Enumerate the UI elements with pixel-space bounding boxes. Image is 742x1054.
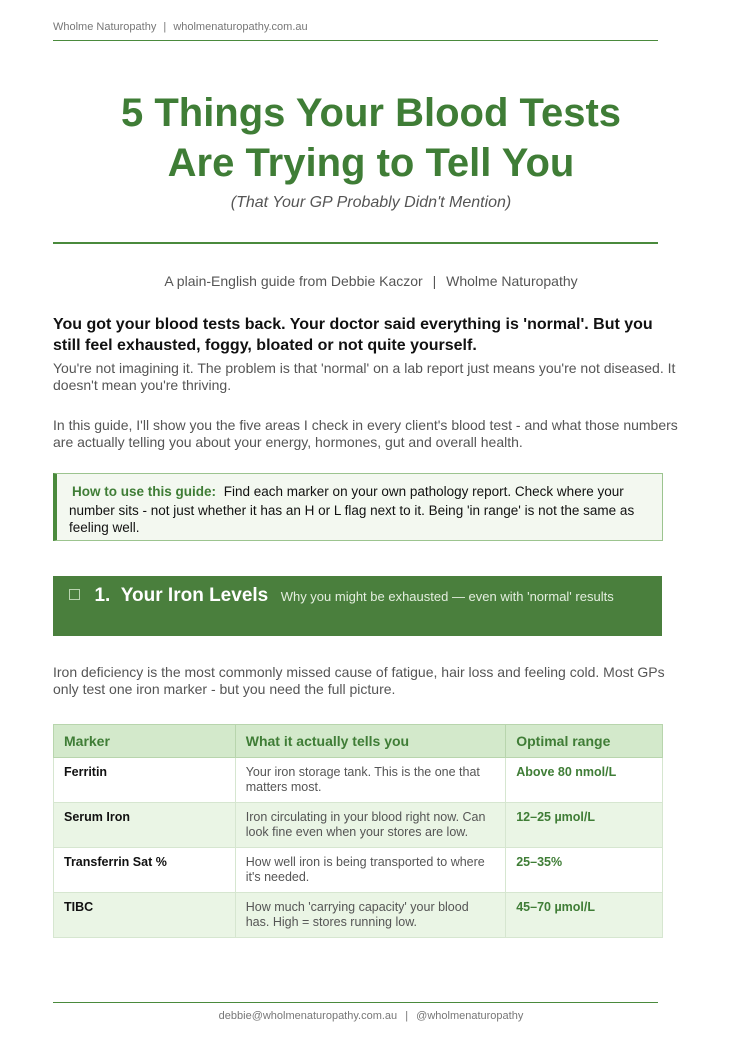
optimal-range: 25–35%: [506, 848, 663, 893]
how-to-use-callout: [53, 473, 663, 541]
page-title: [0, 88, 742, 188]
column-header-range: Optimal range: [506, 725, 663, 758]
footer-separator: |: [405, 1010, 409, 1022]
marker-name: Transferrin Sat %: [54, 848, 236, 893]
footer-email-link[interactable]: debbie@wholmenaturopathy.com.au: [218, 1010, 398, 1022]
title-divider: [53, 242, 658, 244]
marker-meaning: Your iron storage tank. This is the one that matters most.: [235, 758, 505, 803]
section-checkbox-icon: [69, 589, 80, 600]
optimal-range: 12–25 µmol/L: [506, 803, 663, 848]
column-header-meaning: What it actually tells you: [235, 725, 505, 758]
callout-text: Find each marker on your own pathology report. Check where your number sits - not just whether it has an H or L flag next to it. Being 'in range' is not the same as feeling well.: [69, 484, 635, 535]
section-subtitle: Why you might be exhausted — even with 'normal' results: [280, 589, 614, 604]
byline-brand: Wholme Naturopathy: [446, 273, 578, 289]
title-line-1: 5 Things Your Blood Tests: [120, 91, 622, 135]
table-row: [54, 758, 663, 803]
header-separator: |: [163, 21, 167, 33]
iron-markers-table: [53, 724, 663, 938]
table-row: [54, 848, 663, 893]
table-header-row: [54, 725, 663, 758]
marker-name: Ferritin: [54, 758, 236, 803]
intro-paragraph-2: In this guide, I'll show you the five areas I check in every client's blood test - and what those numbers are actually telling you about your energy, hormones, gut and overall health.: [53, 417, 678, 450]
intro-lead: You got your blood tests back. Your doctor said everything is 'normal'. But you still feel exhausted, foggy, bloated or not quite yourself.: [53, 316, 653, 354]
column-header-marker: Marker: [54, 725, 236, 758]
section-intro: Iron deficiency is the most commonly missed cause of fatigue, hair loss and feeling cold. Most GPs only test one iron marker - but you need the full picture.: [53, 664, 665, 697]
page-subtitle: (That Your GP Probably Didn't Mention): [230, 194, 512, 211]
marker-meaning: Iron circulating in your blood right now. Can look fine even when your stores are low.: [235, 803, 505, 848]
marker-meaning: How well iron is being transported to where it's needed.: [235, 848, 505, 893]
header-divider: [53, 40, 658, 41]
footer-social-link[interactable]: @wholmenaturopathy: [416, 1010, 524, 1022]
title-line-2: Are Trying to Tell You: [167, 141, 575, 185]
header-brand: Wholme Naturopathy: [53, 21, 157, 33]
section-number: 1.: [94, 585, 111, 606]
header-site-link[interactable]: wholmenaturopathy.com.au: [173, 21, 308, 33]
marker-meaning: How much 'carrying capacity' your blood has. High = stores running low.: [235, 893, 505, 938]
table-row: [54, 893, 663, 938]
table-row: [54, 803, 663, 848]
page-footer: [0, 1010, 742, 1022]
byline-text: A plain-English guide from Debbie Kaczor: [164, 273, 423, 289]
section-title: Your Iron Levels: [120, 585, 269, 606]
optimal-range: 45–70 µmol/L: [506, 893, 663, 938]
optimal-range: Above 80 nmol/L: [506, 758, 663, 803]
section-header-iron: [53, 576, 662, 636]
byline: [0, 273, 742, 289]
callout-label: How to use this guide:: [72, 484, 216, 499]
marker-name: TIBC: [54, 893, 236, 938]
page-header: [53, 21, 658, 33]
intro-paragraph-1: You're not imagining it. The problem is that 'normal' on a lab report just means you're not diseased. It doesn't mean you're thriving.: [53, 360, 676, 393]
byline-separator: |: [432, 273, 437, 289]
footer-divider: [53, 1002, 658, 1003]
marker-name: Serum Iron: [54, 803, 236, 848]
